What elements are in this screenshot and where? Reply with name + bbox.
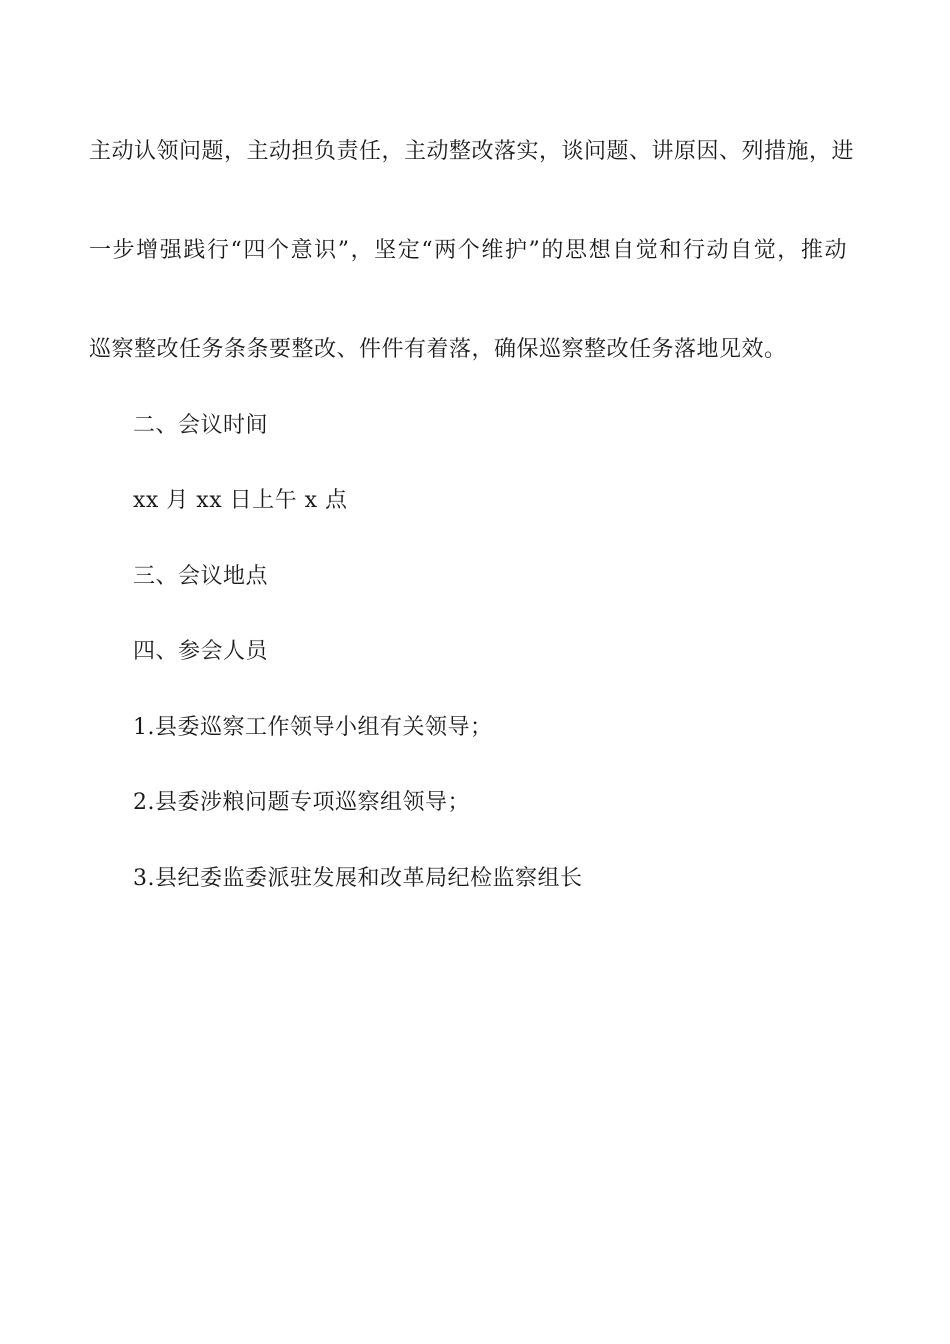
- attendee-item-2: 2.县委涉粮问题专项巡察组领导；: [133, 790, 470, 815]
- paragraph-line-3: 巡察整改任务条条要整改、件件有着落，确保巡察整改任务落地见效。: [89, 337, 787, 362]
- section-heading-place: 三、会议地点: [133, 564, 269, 589]
- paragraph-line-1: 主动认领问题，主动担负责任，主动整改落实，谈问题、讲原因、列措施，进: [89, 139, 855, 164]
- attendee-item-3: 3.县纪委监委派驻发展和改革局纪检监察组长: [133, 866, 583, 891]
- meeting-time-value: xx 月 xx 日上午 x 点: [133, 488, 348, 513]
- attendee-item-1: 1.县委巡察工作领导小组有关领导；: [133, 715, 493, 740]
- section-heading-time: 二、会议时间: [133, 413, 269, 438]
- paragraph-line-2: 一步增强践行“四个意识”，坚定“两个维护”的思想自觉和行动自觉，推动: [89, 238, 847, 263]
- section-heading-attendees: 四、参会人员: [133, 639, 269, 664]
